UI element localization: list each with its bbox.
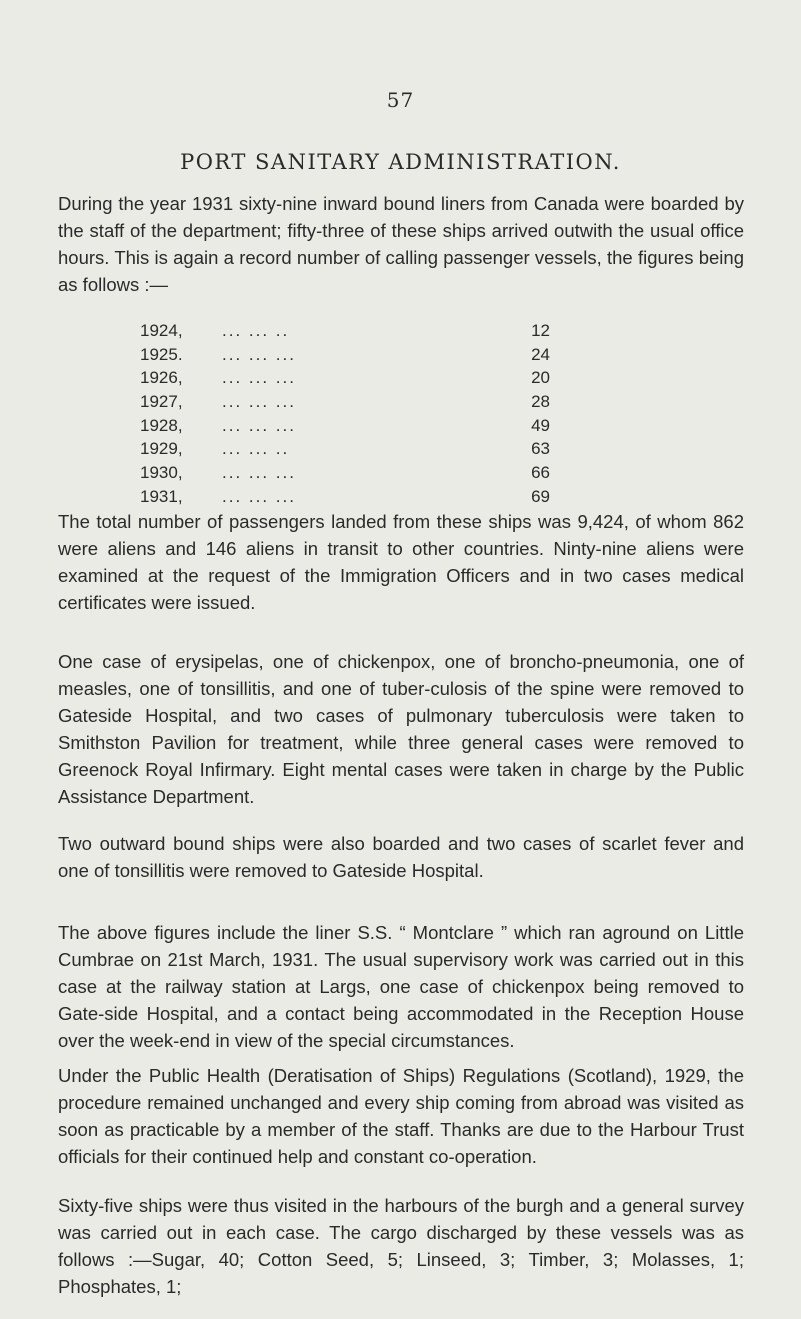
table-row (140, 461, 550, 485)
page-number: 57 (386, 88, 415, 112)
count-cell: 20 (531, 368, 550, 388)
count-cell: 28 (531, 391, 550, 411)
paragraph-text: The above figures include the liner S.S. “ Montclare ” which ran aground on Little Cumbrae on 21st March, 1931. The usual supervisory work was carried out in this case at the railway station at Largs, one case of chickenpox being removed to Gate-side Hospital, and a contact being accommodated in the Reception House over the week-end in view of the special circumstances. (58, 922, 744, 1051)
table-row (140, 366, 550, 390)
leader-dots: ... ... ... (222, 344, 296, 364)
intro-paragraph (58, 190, 744, 298)
count-cell: 49 (531, 415, 550, 435)
table-row (140, 414, 550, 438)
table-row (140, 485, 550, 509)
year-cell: 1928, (140, 415, 183, 435)
paragraph-outward (58, 830, 744, 884)
paragraph-regulations (58, 1062, 744, 1170)
paragraph-passengers (58, 508, 744, 616)
paragraph-cargo (58, 1192, 744, 1300)
table-row (140, 390, 550, 414)
figures-table (140, 319, 550, 509)
year-cell: 1930, (140, 462, 183, 482)
leader-dots: ... ... ... (222, 368, 296, 388)
paragraph-cases (58, 648, 744, 810)
count-cell: 63 (531, 439, 550, 459)
leader-dots: ... ... ... (222, 415, 296, 435)
year-cell: 1929, (140, 439, 183, 459)
year-cell: 1927, (140, 391, 183, 411)
paragraph-text: The total number of passengers landed from these ships was 9,424, of whom 862 were aliens and 146 aliens in transit to other countries. Ninty-nine aliens were examined at the request of the Immigration Officers and in two cases medical certificates were issued. (58, 511, 744, 613)
page-title: PORT SANITARY ADMINISTRATION. (180, 150, 621, 174)
year-cell: 1931, (140, 486, 183, 506)
year-cell: 1924, (140, 320, 183, 340)
count-cell: 24 (531, 344, 550, 364)
table-row (140, 437, 550, 461)
year-cell: 1925. (140, 344, 183, 364)
count-cell: 12 (531, 320, 550, 340)
leader-dots: ... ... ... (222, 391, 296, 411)
year-cell: 1926, (140, 368, 183, 388)
paragraph-text: During the year 1931 sixty-nine inward bound liners from Canada were boarded by the staff of the department; fifty-three of these ships arrived outwith the usual office hours. This is again a record number of calling passenger vessels, the figures being as follows :— (58, 193, 744, 295)
leader-dots: ... ... ... (222, 462, 296, 482)
table-row (140, 319, 550, 343)
paragraph-montclare (58, 919, 744, 1054)
count-cell: 69 (531, 486, 550, 506)
leader-dots: ... ... .. (222, 320, 290, 340)
table-row (140, 343, 550, 367)
paragraph-text: One case of erysipelas, one of chickenpox, one of broncho-pneumonia, one of measles, one of tonsillitis, and one of tuber-culosis of the spine were removed to Gateside Hospital, and two cases of pulmonary tuberculosis were taken to Smithston Pavilion for treatment, while three general cases were removed to Greenock Royal Infirmary. Eight mental cases were taken in charge by the Public Assistance Department. (58, 651, 744, 807)
count-cell: 66 (531, 462, 550, 482)
paragraph-text: Under the Public Health (Deratisation of Ships) Regulations (Scotland), 1929, the procedure remained unchanged and every ship coming from abroad was visited as soon as practicable by a member of the staff. Thanks are due to the Harbour Trust officials for their continued help and constant co-operation. (58, 1065, 744, 1167)
paragraph-text: Two outward bound ships were also boarded and two cases of scarlet fever and one of tonsillitis were removed to Gateside Hospital. (58, 833, 744, 881)
paragraph-text: Sixty-five ships were thus visited in the harbours of the burgh and a general survey was carried out in each case. The cargo discharged by these vessels was as follows :—Sugar, 40; Cotton Seed, 5; Linseed, 3; Timber, 3; Molasses, 1; Phosphates, 1; (58, 1195, 744, 1297)
leader-dots: ... ... ... (222, 486, 296, 506)
leader-dots: ... ... .. (222, 439, 290, 459)
